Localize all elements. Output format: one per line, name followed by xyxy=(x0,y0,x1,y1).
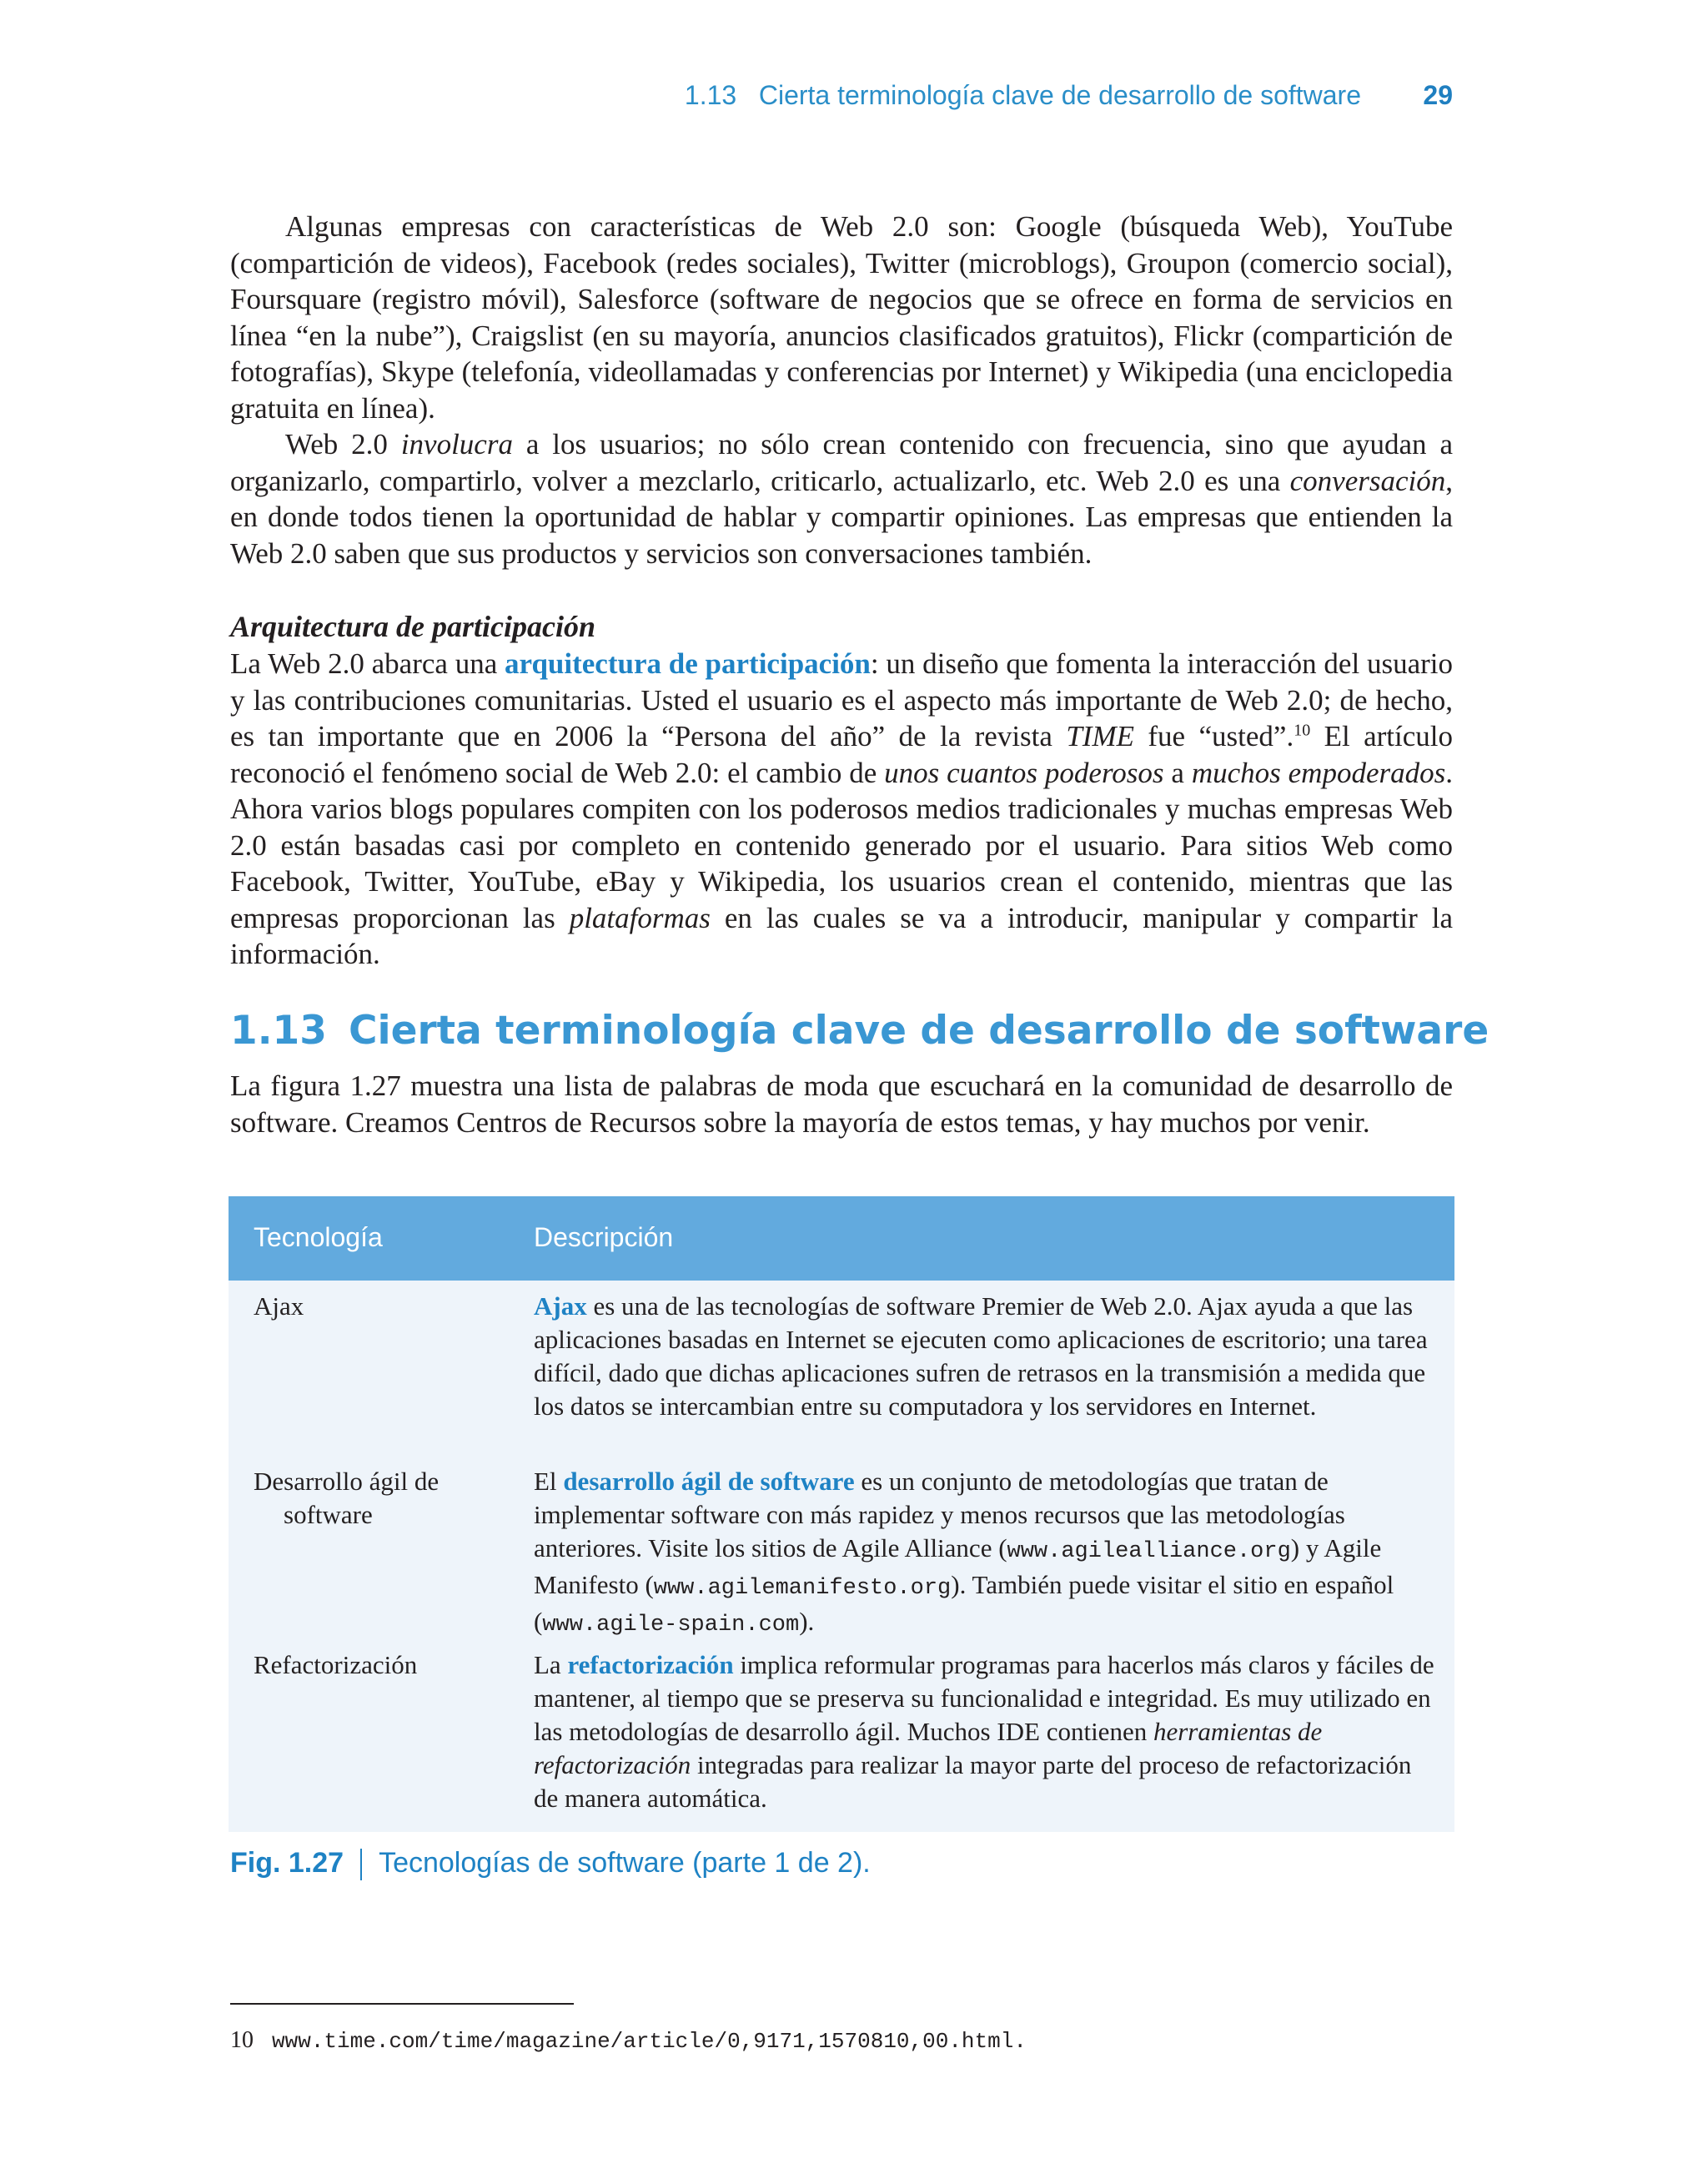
url-agilemanifesto: www.agilemanifesto.org xyxy=(653,1576,952,1601)
text-run: en las cuales se va a introducir, manipular y compartir la información. xyxy=(230,901,1453,970)
section-title xyxy=(230,1008,1489,1054)
table-cell-tech: Desarrollo ágil de software xyxy=(254,1467,440,1529)
table-cell-desc xyxy=(534,1465,1434,1642)
text-run: El artículo reconoció el fenómeno social de Web 2.0: el cambio de xyxy=(230,720,1454,789)
text-run: ). También puede visitar el sitio en español ( xyxy=(534,1570,1394,1636)
emphasis-poderosos: unos cuantos poderosos xyxy=(884,756,1164,789)
url-agilealliance: www.agilealliance.org xyxy=(1007,1539,1291,1564)
section-title-text: Cierta terminología clave de desarrollo de software xyxy=(348,1008,1489,1054)
page-number: 29 xyxy=(1423,80,1453,110)
text-run: implica reformular programas para hacerlos más claros y fáciles de mantener, al tiempo que se preserva su funcionalidad e integridad. Es muy utilizado en las metodologías de desarrollo ágil. Muchos IDE contienen xyxy=(534,1650,1434,1746)
column-header-tecnologia: Tecnología xyxy=(254,1222,383,1252)
paragraph-architecture xyxy=(230,646,1453,973)
footnote-marker: 10 xyxy=(1294,721,1311,740)
subheading-arquitectura: Arquitectura de participación xyxy=(230,610,596,643)
paragraph-web20-companies: Algunas empresas con características de Web 2.0 son: Google (búsqueda Web), YouTube (compartición de videos), Facebook (redes sociales), Twitter (microblogs), Groupon (comercio social), Foursquare (registro móvil), Salesforce (software de negocios que se ofrece en forma de servicios en línea “en la nube”), Craigslist (en su mayoría, anuncios clasificados gratuitos), Flickr (compartición de fotografías), Skype (telefonía, videollamadas y conferencias por Internet) y Wikipedia (una enciclopedia gratuita en línea). xyxy=(230,210,1453,425)
table-cell-desc xyxy=(534,1290,1434,1423)
figure-caption xyxy=(230,1847,871,1880)
text-run: , en donde todos tienen la oportunidad de hablar y compartir opiniones. Las empresas que entienden la Web 2.0 saben que sus productos y servicios son conversaciones también. xyxy=(230,464,1453,570)
table-header xyxy=(229,1196,1454,1281)
table-cell-tech: Refactorización xyxy=(254,1650,418,1679)
table-cell-tech: Ajax xyxy=(254,1291,304,1321)
figure-label: Fig. 1.27 xyxy=(230,1847,344,1879)
running-head-text: Cierta terminología clave de desarrollo de software xyxy=(758,80,1361,110)
keyword-arquitectura: arquitectura de participación xyxy=(505,647,871,680)
figure-table xyxy=(229,1196,1454,1832)
text-run: es una de las tecnologías de software Premier de Web 2.0. Ajax ayuda a que las aplicaciones basadas en Internet se ejecuten como aplicaciones de escritorio; una tarea difícil, dado que dichas aplicaciones sufren de retrasos en la transmisión a medida que los datos se intercambian entre su computadora y los servidores en Internet. xyxy=(534,1291,1428,1421)
paragraph-figure-intro: La figura 1.27 muestra una lista de palabras de moda que escuchará en la comunidad de desarrollo de software. Creamos Centros de Recursos sobre la mayoría de estos temas, y hay muchos por venir. xyxy=(230,1069,1453,1139)
text-run: La xyxy=(534,1650,568,1679)
text-run: La Web 2.0 abarca una xyxy=(230,647,505,680)
running-head xyxy=(230,80,1453,120)
keyword-desarrollo-agil: desarrollo ágil de software xyxy=(563,1467,855,1496)
text-run: Web 2.0 xyxy=(285,428,401,460)
text-run: fue “usted”. xyxy=(1134,720,1294,752)
keyword-ajax: Ajax xyxy=(534,1291,587,1321)
table-cell-desc xyxy=(534,1648,1434,1815)
text-run: a xyxy=(1163,756,1192,789)
emphasis-herramientas: herramientas de refactorización xyxy=(534,1717,1323,1779)
paragraph-web20-involvement xyxy=(230,426,1453,571)
text-run: . Ahora varios blogs populares compiten con los poderosos medios tradicionales y muchas empresas Web 2.0 están basadas casi por completo en contenido generado por el usuario. Para sitios Web como Facebook, Twitter, YouTube, eBay y Wikipedia, los usuarios crean el contenido, mientras que las empresas proporcionan las xyxy=(230,756,1453,934)
caption-divider xyxy=(360,1849,362,1880)
url-agile-spain: www.agile-spain.com xyxy=(542,1613,800,1638)
footnote-url: www.time.com/time/magazine/article/0,9171,1570810,00.html. xyxy=(272,2029,1027,2054)
running-head-title xyxy=(685,80,1361,111)
text-run: a los usuarios; no sólo crean contenido con frecuencia, sino que ayudan a organizarlo, compartirlo, volver a mezclarlo, criticarlo, actualizarlo, etc. Web 2.0 es una xyxy=(230,428,1453,497)
text-run: ). xyxy=(799,1607,815,1636)
emphasis-empoderados: muchos empoderados xyxy=(1191,756,1446,789)
text-run: ) y Agile Manifesto ( xyxy=(534,1533,1382,1599)
text-run: integradas para realizar la mayor parte del proceso de refactorización de manera automática. xyxy=(534,1750,1412,1813)
footnote-number: 10 xyxy=(230,2027,254,2053)
emphasis-time: TIME xyxy=(1066,720,1134,752)
text-run: es un conjunto de metodologías que tratan de implementar software con más rapidez y menos recursos que las metodologías anteriores. Visite los sitios de Agile Alliance ( xyxy=(534,1467,1345,1563)
emphasis-conversacion: conversación xyxy=(1289,464,1446,497)
column-header-descripcion: Descripción xyxy=(534,1222,674,1252)
running-head-section: 1.13 xyxy=(684,80,737,110)
emphasis-involucra: involucra xyxy=(400,428,513,460)
text-run: : un diseño que fomenta la interacción del usuario y las contribuciones comunitarias. Usted el usuario es el aspecto más importante de Web 2.0; de hecho, es tan importante que en 2006 la “Persona del año” de la revista xyxy=(230,647,1453,752)
figure-caption-text: Tecnologías de software (parte 1 de 2). xyxy=(379,1847,871,1879)
text-run: El xyxy=(534,1467,564,1496)
footnote-rule xyxy=(230,2003,574,2005)
section-number: 1.13 xyxy=(230,1008,327,1054)
keyword-refactorizacion: refactorización xyxy=(567,1650,734,1679)
footnote xyxy=(230,2027,1027,2054)
emphasis-plataformas: plataformas xyxy=(569,901,711,934)
